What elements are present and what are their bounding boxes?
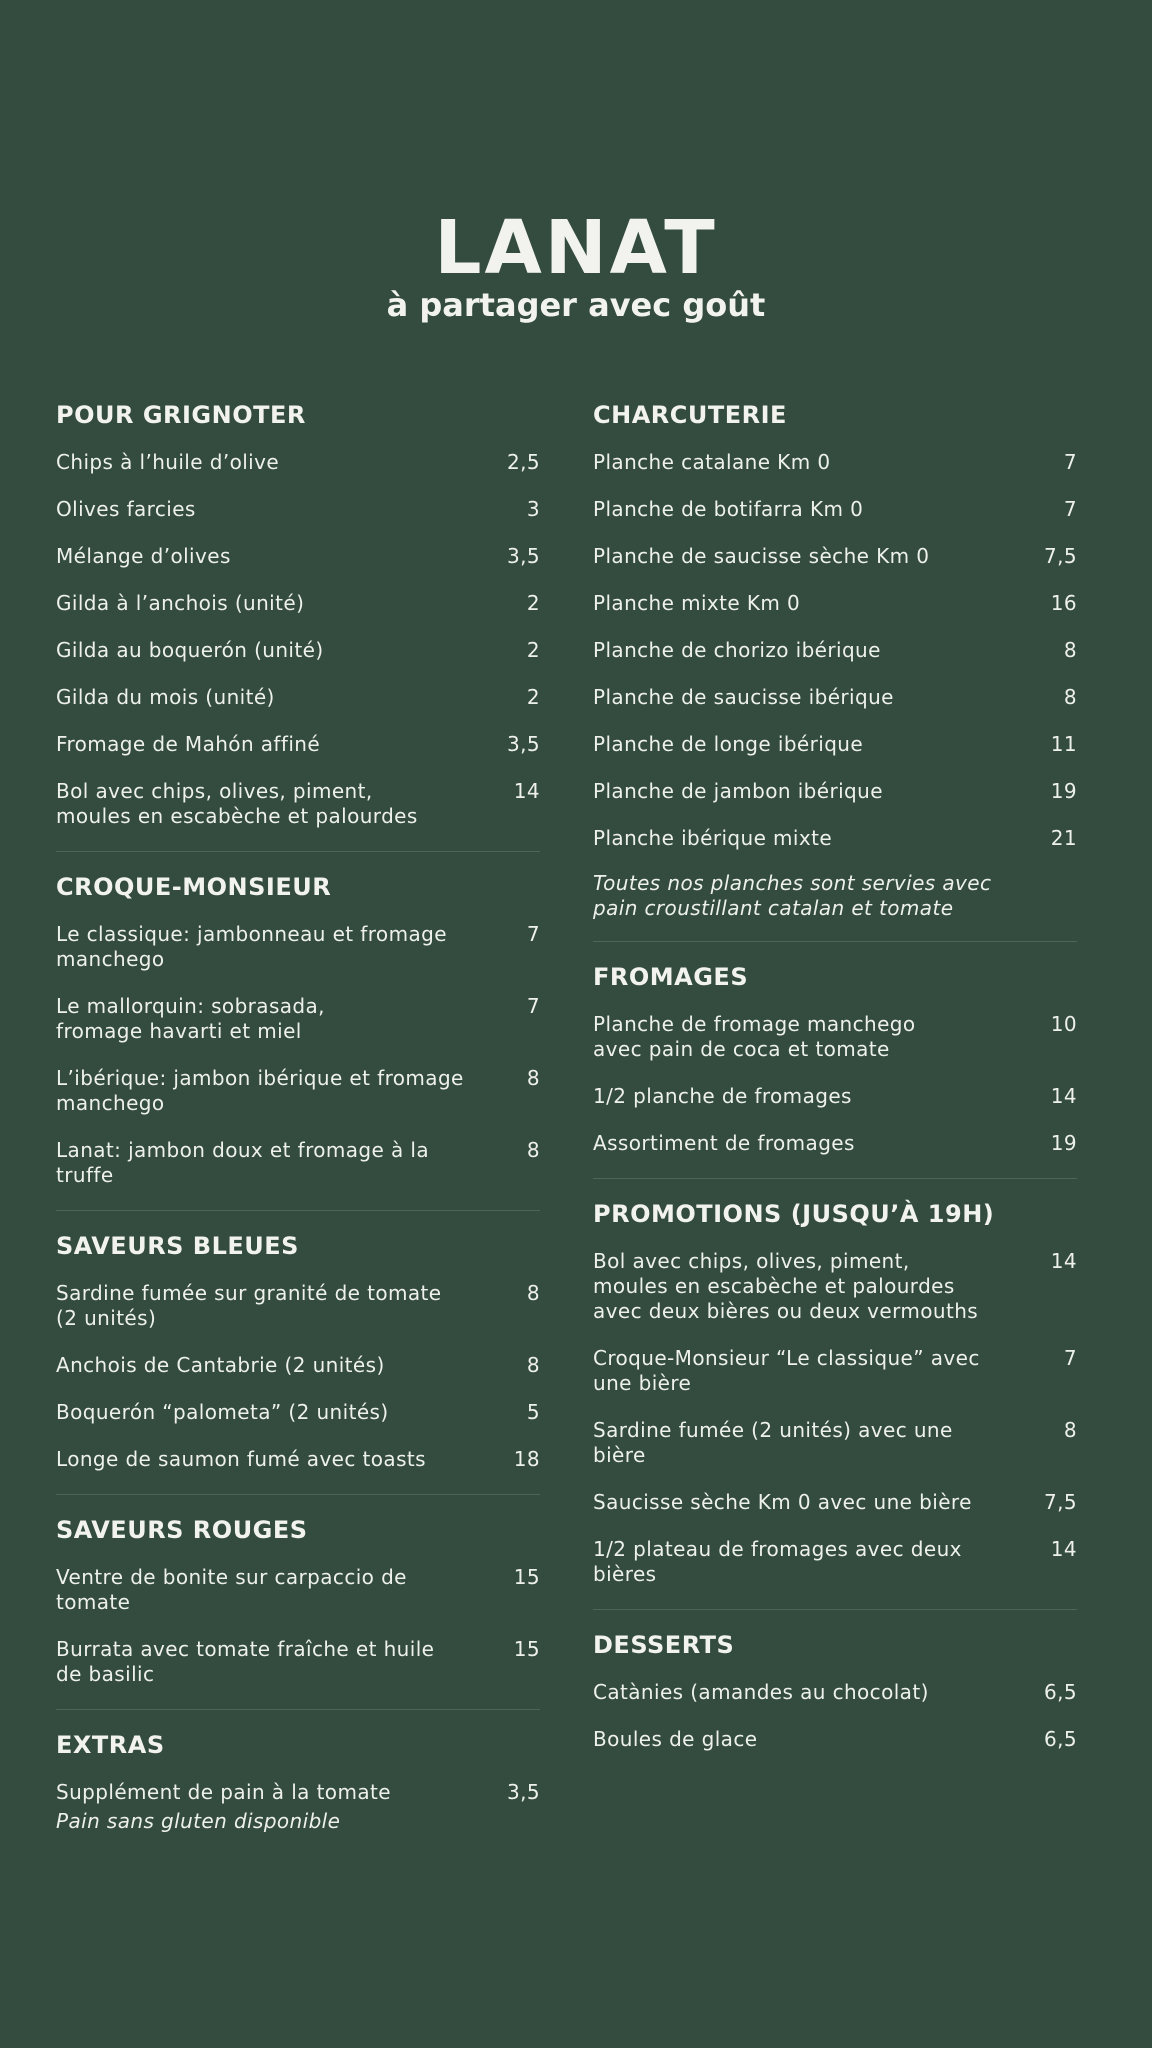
menu-section-extras — [56, 1728, 540, 1834]
menu-item-name: L’ibérique: jambon ibérique et fromage manchego — [56, 1066, 464, 1115]
menu-item-price: 7 — [1063, 497, 1077, 521]
menu-item-name: Anchois de Cantabrie (2 unités) — [56, 1353, 385, 1377]
menu-item — [56, 1637, 540, 1687]
menu-item-name: Croque-Monsieur “Le classique” avec une bière — [593, 1346, 980, 1395]
menu-section-desserts — [593, 1628, 1077, 1752]
menu-item — [56, 1066, 540, 1116]
menu-section-saveurs-rouges — [56, 1513, 540, 1687]
menu-item-name: Sardine fumée sur granité de tomate (2 unités) — [56, 1281, 442, 1330]
menu-item-price: 7,5 — [1043, 544, 1077, 568]
menu-item-name: Sardine fumée (2 unités) avec une bière — [593, 1418, 953, 1467]
menu-item-price: 3 — [526, 497, 540, 521]
menu-item — [56, 591, 540, 616]
menu-item-price: 3,5 — [506, 1780, 540, 1804]
menu-item-name: Fromage de Mahón affiné — [56, 732, 321, 756]
menu-item-name: Gilda à l’anchois (unité) — [56, 591, 305, 615]
menu-item-price: 21 — [1050, 826, 1077, 850]
menu-item — [593, 1418, 1077, 1468]
section-title: DESSERTS — [593, 1631, 735, 1659]
section-title: POUR GRIGNOTER — [56, 401, 306, 429]
section-divider — [56, 1709, 540, 1710]
menu-item-price: 3,5 — [506, 544, 540, 568]
menu-item-price: 16 — [1050, 591, 1077, 615]
menu-item-name: Mélange d’olives — [56, 544, 231, 568]
menu-item — [593, 638, 1077, 663]
menu-item-name: Boules de glace — [593, 1727, 758, 1751]
menu-item — [593, 544, 1077, 569]
section-title: FROMAGES — [593, 963, 749, 991]
menu-item-price: 14 — [1050, 1537, 1077, 1561]
menu-section-pour-grignoter — [56, 398, 540, 829]
menu-section-fromages — [593, 960, 1077, 1156]
section-note: Toutes nos planches sont servies avec pain croustillant catalan et tomate — [593, 871, 992, 920]
menu-item-name: Burrata avec tomate fraîche et huile de basilic — [56, 1637, 435, 1686]
menu-item — [593, 1131, 1077, 1156]
menu-item-name: Longe de saumon fumé avec toasts — [56, 1447, 426, 1471]
section-title: SAVEURS ROUGES — [56, 1516, 308, 1544]
menu-item-price: 8 — [526, 1138, 540, 1162]
menu-item-name: 1/2 planche de fromages — [593, 1084, 852, 1108]
menu-item-price: 2 — [526, 685, 540, 709]
menu-item-price: 7 — [1063, 450, 1077, 474]
section-divider — [56, 1210, 540, 1211]
menu-item — [56, 1780, 540, 1805]
menu-item-price: 7 — [526, 922, 540, 946]
menu-item — [593, 1727, 1077, 1752]
menu-item-name: Le classique: jambonneau et fromage manchego — [56, 922, 447, 971]
menu-item — [593, 497, 1077, 522]
menu-item-name: Planche mixte Km 0 — [593, 591, 801, 615]
menu-item-name: Catànies (amandes au chocolat) — [593, 1680, 929, 1704]
restaurant-subtitle: à partager avec goût — [386, 286, 766, 324]
menu-item-name: Planche de botifarra Km 0 — [593, 497, 864, 521]
menu-item-price: 8 — [1063, 638, 1077, 662]
menu-item-price: 8 — [526, 1353, 540, 1377]
menu-item — [593, 732, 1077, 757]
menu-section-charcuterie — [593, 398, 1077, 921]
section-divider — [56, 1494, 540, 1495]
menu-item-price: 8 — [1063, 685, 1077, 709]
menu-column-left — [56, 398, 540, 1834]
menu-item — [56, 544, 540, 569]
menu-item — [56, 1447, 540, 1472]
menu-item — [56, 638, 540, 663]
section-divider — [56, 851, 540, 852]
menu-item-price: 14 — [513, 779, 540, 803]
menu-section-saveurs-bleues — [56, 1229, 540, 1472]
menu-item-price: 8 — [526, 1066, 540, 1090]
menu-item — [56, 1400, 540, 1425]
menu-section-croque-monsieur — [56, 870, 540, 1188]
menu-item — [593, 1490, 1077, 1515]
section-title: EXTRAS — [56, 1731, 165, 1759]
menu-item-price: 7,5 — [1043, 1490, 1077, 1514]
menu-item — [593, 1537, 1077, 1587]
menu-item — [56, 779, 540, 829]
menu-item-price: 3,5 — [506, 732, 540, 756]
menu-item-name: Planche ibérique mixte — [593, 826, 833, 850]
menu-item-price: 2 — [526, 591, 540, 615]
menu-item-price: 14 — [1050, 1084, 1077, 1108]
menu-item — [593, 826, 1077, 851]
menu-item-name: Lanat: jambon doux et fromage à la truffe — [56, 1138, 430, 1187]
menu-item-price: 19 — [1050, 779, 1077, 803]
menu-item-name: Boquerón “palometa” (2 unités) — [56, 1400, 389, 1424]
menu-item-name: Olives farcies — [56, 497, 196, 521]
menu-item-name: Planche de fromage manchego avec pain de coca et tomate — [593, 1012, 916, 1061]
section-divider — [593, 1609, 1077, 1610]
section-title: CROQUE-MONSIEUR — [56, 873, 332, 901]
menu-item-price: 2 — [526, 638, 540, 662]
menu-item-name: Planche de saucisse sèche Km 0 — [593, 544, 930, 568]
section-divider — [593, 1178, 1077, 1179]
menu-item-name: Planche de chorizo ibérique — [593, 638, 881, 662]
section-divider — [593, 941, 1077, 942]
menu-item-name: Le mallorquin: sobrasada, fromage havarti et miel — [56, 994, 325, 1043]
menu-column-right — [593, 398, 1077, 1774]
menu-item-price: 6,5 — [1043, 1680, 1077, 1704]
menu-item-price: 15 — [513, 1565, 540, 1589]
menu-item-price: 7 — [526, 994, 540, 1018]
menu-item-price: 11 — [1050, 732, 1077, 756]
menu-item — [593, 1249, 1077, 1324]
menu-item-name: Planche de saucisse ibérique — [593, 685, 894, 709]
menu-item-name: Supplément de pain à la tomate — [56, 1780, 391, 1804]
menu-item — [56, 450, 540, 475]
menu-item-name: Ventre de bonite sur carpaccio de tomate — [56, 1565, 407, 1614]
menu-item — [593, 779, 1077, 804]
menu-item — [593, 591, 1077, 616]
menu-item-price: 8 — [526, 1281, 540, 1305]
menu-item-price: 6,5 — [1043, 1727, 1077, 1751]
menu-item-price: 14 — [1050, 1249, 1077, 1273]
menu-item — [593, 1346, 1077, 1396]
menu-item — [56, 994, 540, 1044]
menu-item-price: 8 — [1063, 1418, 1077, 1442]
menu-section-promotions-jusqu-a-19h — [593, 1197, 1077, 1587]
section-note: Pain sans gluten disponible — [56, 1809, 341, 1833]
menu-item — [56, 1565, 540, 1615]
section-title: CHARCUTERIE — [593, 401, 787, 429]
menu-item-name: Gilda du mois (unité) — [56, 685, 275, 709]
menu-item-name: Chips à l’huile d’olive — [56, 450, 280, 474]
menu-item — [593, 1680, 1077, 1705]
menu-item-price: 2,5 — [506, 450, 540, 474]
menu-item-name: 1/2 plateau de fromages avec deux bières — [593, 1537, 962, 1586]
menu-item-price: 18 — [513, 1447, 540, 1471]
menu-item — [593, 450, 1077, 475]
menu-item — [56, 1353, 540, 1378]
menu-item-name: Bol avec chips, olives, piment, moules en escabèche et palourdes avec deux bières ou deux vermouths — [593, 1249, 979, 1323]
section-title: PROMOTIONS (JUSQU’À 19H) — [593, 1200, 995, 1228]
menu-item-name: Planche de longe ibérique — [593, 732, 864, 756]
restaurant-title: LANAT — [434, 205, 718, 291]
menu-item — [56, 497, 540, 522]
menu-item — [56, 685, 540, 710]
menu-item — [56, 1138, 540, 1188]
menu-item — [593, 1012, 1077, 1062]
menu-item — [56, 1281, 540, 1331]
menu-item-name: Gilda au boquerón (unité) — [56, 638, 324, 662]
menu-item-name: Saucisse sèche Km 0 avec une bière — [593, 1490, 972, 1514]
menu-item — [593, 1084, 1077, 1109]
section-title: SAVEURS BLEUES — [56, 1232, 299, 1260]
menu-item-price: 5 — [526, 1400, 540, 1424]
menu-item-price: 19 — [1050, 1131, 1077, 1155]
menu-item-name: Planche de jambon ibérique — [593, 779, 883, 803]
menu-item-name: Assortiment de fromages — [593, 1131, 855, 1155]
menu-item-price: 15 — [513, 1637, 540, 1661]
menu-item-name: Bol avec chips, olives, piment, moules en escabèche et palourdes — [56, 779, 418, 828]
menu-item-price: 7 — [1063, 1346, 1077, 1370]
menu-item — [593, 685, 1077, 710]
menu-item — [56, 732, 540, 757]
menu-item-name: Planche catalane Km 0 — [593, 450, 831, 474]
menu-item-price: 10 — [1050, 1012, 1077, 1036]
menu-item — [56, 922, 540, 972]
